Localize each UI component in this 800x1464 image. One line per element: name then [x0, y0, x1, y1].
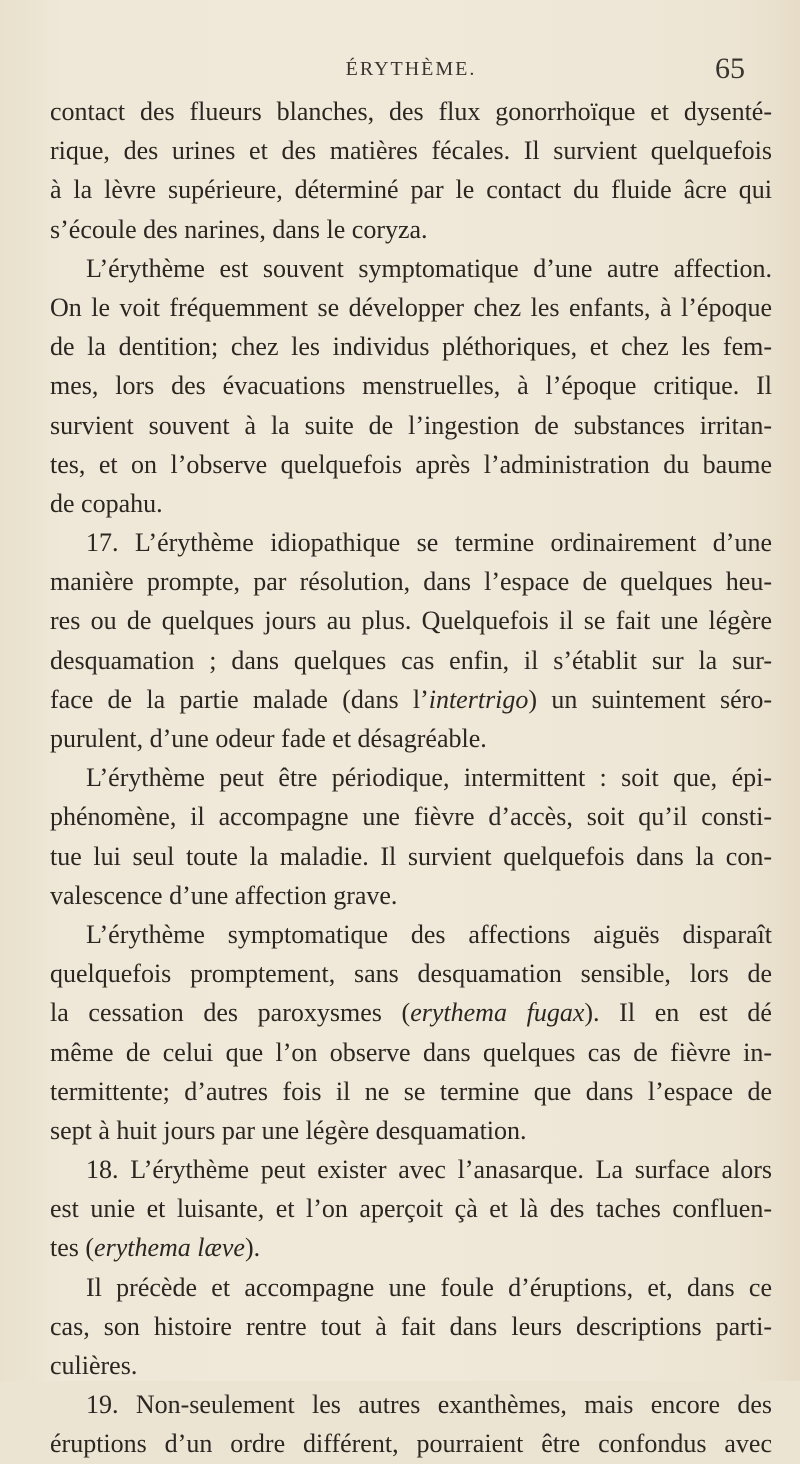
text-segment: tes (	[50, 1233, 95, 1263]
text-line: 18. L’érythème peut exister avec l’anasarque. La surface alors	[86, 1155, 772, 1185]
text-line: manière prompte, par résolution, dans l’espace de quelques heu-	[50, 567, 772, 597]
text-segment: face de la partie malade (dans l’	[50, 684, 429, 714]
text-line: à la lèvre supérieure, déterminé par le contact du fluide âcre qui	[50, 175, 772, 205]
text-line: même de celui que l’on observe dans quelques cas de fièvre in-	[50, 1037, 772, 1067]
text-line: desquamation ; dans quelques cas enfin, il s’établit sur la sur-	[50, 645, 772, 675]
text-line: phénomène, il accompagne une fièvre d’accès, soit qu’il consti-	[50, 802, 772, 832]
text-segment: la cessation des paroxysmes (	[50, 998, 411, 1028]
italic-term: erythema fugax	[410, 998, 585, 1028]
text-line: purulent, d’une odeur fade et désagréable.	[50, 724, 487, 753]
text-line: L’érythème peut être périodique, intermittent : soit que, épi-	[86, 763, 772, 793]
text-line: de la dentition; chez les individus pléthoriques, et chez les fem-	[50, 332, 772, 362]
text-line: de copahu.	[50, 488, 163, 518]
text-line: quelquefois promptement, sans desquamation sensible, lors de	[50, 959, 772, 989]
text-line: mes, lors des évacuations menstruelles, à l’époque critique. Il	[50, 371, 772, 401]
text-line: res ou de quelques jours au plus. Quelquefois il se fait une légère	[50, 606, 772, 636]
text-line: rique, des urines et des matières fécales. Il survient quelquefois	[50, 136, 772, 166]
text-line: tue lui seul toute la maladie. Il survient quelquefois dans la con-	[50, 841, 772, 871]
text-line: tes, et on l’observe quelquefois après l’administration du baume	[50, 449, 772, 479]
body-text	[50, 92, 772, 1464]
running-title: ÉRYTHÈME.	[345, 58, 477, 80]
text-line: 19. Non-seulement les autres exanthèmes, mais encore des	[86, 1390, 772, 1420]
italic-term: intertrigo	[428, 684, 529, 714]
page-number: 65	[715, 52, 745, 85]
text-line: est unie et luisante, et l’on aperçoit çà et là des taches confluen-	[50, 1194, 772, 1224]
text-line	[50, 993, 772, 1032]
text-line	[50, 1228, 772, 1267]
text-line: contact des flueurs blanches, des flux gonorrhoïque et dysenté-	[50, 97, 772, 126]
text-line: éruptions d’un ordre différent, pourraient être confondus avec	[50, 1429, 772, 1459]
text-line: 17. L’érythème idiopathique se termine ordinairement d’une	[86, 528, 772, 558]
text-line: s’écoule des narines, dans le coryza.	[50, 214, 428, 244]
italic-term: erythema læve	[94, 1233, 245, 1263]
text-line: On le voit fréquemment se développer chez les enfants, à l’époque	[50, 292, 772, 322]
text-segment: ) un suintement séro-	[528, 684, 772, 714]
text-line: L’érythème est souvent symptomatique d’une autre affection.	[86, 253, 772, 283]
text-line: Il précède et accompagne une foule d’éruptions, et, dans ce	[86, 1272, 772, 1302]
running-head	[55, 52, 767, 90]
text-line: valescence d’une affection grave.	[50, 880, 398, 910]
text-line	[50, 680, 772, 719]
text-line: survient souvent à la suite de l’ingestion de substances irritan-	[50, 410, 772, 440]
text-segment: ). Il en est dé	[584, 998, 772, 1028]
text-line: sept à huit jours par une légère desquamation.	[50, 1115, 527, 1145]
text-line: cas, son histoire rentre tout à fait dans leurs descriptions parti-	[50, 1311, 772, 1341]
text-line: L’érythème symptomatique des affections aiguës disparaît	[86, 919, 772, 949]
text-line: termittente; d’autres fois il ne se termine que dans l’espace de	[50, 1076, 772, 1106]
text-segment: ).	[244, 1233, 261, 1263]
text-line: culières.	[50, 1351, 138, 1380]
